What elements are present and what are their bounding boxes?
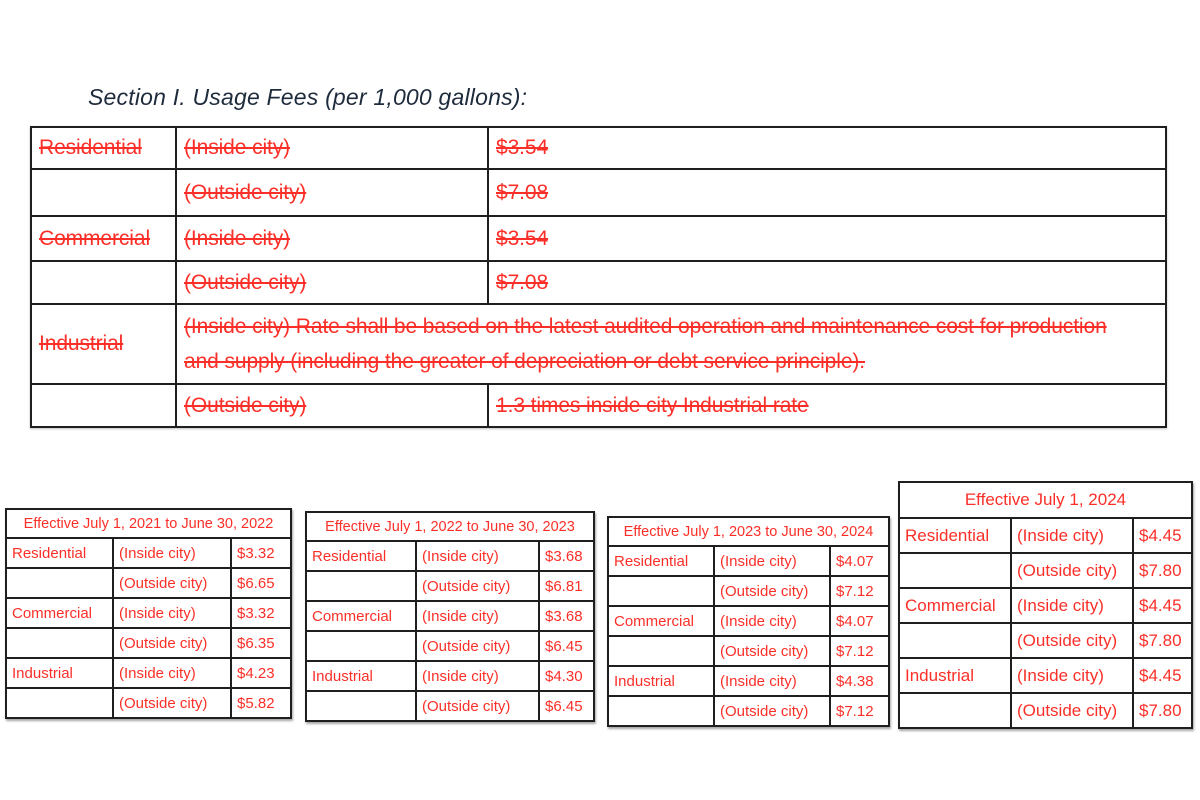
location-cell: (Outside city) (714, 636, 830, 666)
category-cell (306, 631, 416, 661)
price-cell: $4.45 (1133, 588, 1192, 623)
rate-row (306, 601, 594, 631)
rate-table-header: Effective July 1, 2024 (899, 482, 1192, 518)
usage-fee-row (31, 216, 1166, 261)
section-title: Section I. Usage Fees (per 1,000 gallons): (88, 84, 528, 110)
price-cell: $6.45 (539, 631, 594, 661)
category-cell: Commercial (6, 598, 113, 628)
location-cell: (Outside city) (714, 576, 830, 606)
price-cell: $7.12 (830, 696, 889, 726)
price-cell: $7.80 (1133, 693, 1192, 728)
description-cell: (Inside city) (176, 216, 488, 261)
price-cell: $4.38 (830, 666, 889, 696)
rate-table-4 (898, 481, 1193, 729)
category-cell (31, 384, 176, 427)
usage-fee-row (31, 384, 1166, 427)
rate-row (6, 598, 291, 628)
rate-row (608, 696, 889, 726)
category-cell (608, 636, 714, 666)
rate-table-1 (5, 508, 292, 719)
rate-row (6, 568, 291, 598)
rate-cell: $7.08 (488, 169, 1166, 216)
category-cell: Industrial (899, 658, 1011, 693)
price-cell: $3.68 (539, 541, 594, 571)
category-cell: Residential (6, 538, 113, 568)
price-cell: $4.30 (539, 661, 594, 691)
rate-row (6, 658, 291, 688)
category-cell: Industrial (6, 658, 113, 688)
location-cell: (Inside city) (113, 598, 231, 628)
category-cell (6, 568, 113, 598)
price-cell: $4.45 (1133, 658, 1192, 693)
rate-table-header: Effective July 1, 2021 to June 30, 2022 (6, 509, 291, 538)
price-cell: $5.82 (231, 688, 291, 718)
category-cell (899, 623, 1011, 658)
price-cell: $4.23 (231, 658, 291, 688)
rate-table-header: Effective July 1, 2023 to June 30, 2024 (608, 517, 889, 546)
rate-row (899, 588, 1192, 623)
category-cell (306, 691, 416, 721)
price-cell: $7.80 (1133, 553, 1192, 588)
category-cell (306, 571, 416, 601)
location-cell: (Inside city) (416, 661, 539, 691)
rate-row (899, 658, 1192, 693)
rate-table-header: Effective July 1, 2022 to June 30, 2023 (306, 512, 594, 541)
location-cell: (Outside city) (113, 628, 231, 658)
rate-row (6, 538, 291, 568)
rate-row (608, 606, 889, 636)
location-cell: (Outside city) (416, 571, 539, 601)
rate-row (608, 666, 889, 696)
rate-row (899, 553, 1192, 588)
location-cell: (Inside city) (113, 658, 231, 688)
rate-cell: 1.3 times inside city Industrial rate (488, 384, 1166, 427)
location-cell: (Outside city) (113, 688, 231, 718)
price-cell: $3.32 (231, 538, 291, 568)
rate-row (608, 546, 889, 576)
location-cell: (Inside city) (416, 601, 539, 631)
usage-fee-row (31, 169, 1166, 216)
rate-table-header-row (608, 517, 889, 546)
category-cell: Industrial (608, 666, 714, 696)
location-cell: (Outside city) (1011, 553, 1133, 588)
price-cell: $7.80 (1133, 623, 1192, 658)
price-cell: $4.45 (1133, 518, 1192, 553)
category-cell (6, 688, 113, 718)
category-cell: Industrial (306, 661, 416, 691)
rate-row (306, 661, 594, 691)
rate-row (306, 541, 594, 571)
rate-table-header-row (6, 509, 291, 538)
usage-fee-row (31, 127, 1166, 169)
description-cell: (Outside city) (176, 169, 488, 216)
location-cell: (Inside city) (1011, 518, 1133, 553)
description-cell: (Inside city) (176, 127, 488, 169)
category-cell (608, 696, 714, 726)
location-cell: (Inside city) (714, 606, 830, 636)
rate-row (608, 576, 889, 606)
category-cell (899, 693, 1011, 728)
location-cell: (Inside city) (113, 538, 231, 568)
category-cell: Residential (899, 518, 1011, 553)
category-cell: Commercial (31, 216, 176, 261)
rate-table-header-row (306, 512, 594, 541)
rate-row (306, 631, 594, 661)
location-cell: (Outside city) (113, 568, 231, 598)
category-cell (6, 628, 113, 658)
category-cell: Commercial (306, 601, 416, 631)
description-cell: (Inside city) Rate shall be based on the latest audited operation and maintenance cost for production and supply (including the greater of depreciation or debt service principle). (176, 304, 1166, 384)
price-cell: $7.12 (830, 576, 889, 606)
price-cell: $6.45 (539, 691, 594, 721)
price-cell: $4.07 (830, 546, 889, 576)
rate-row (608, 636, 889, 666)
price-cell: $3.32 (231, 598, 291, 628)
usage-fees-table (30, 126, 1167, 428)
category-cell (608, 576, 714, 606)
category-cell: Industrial (31, 304, 176, 384)
rate-table-header-row (899, 482, 1192, 518)
price-cell: $6.65 (231, 568, 291, 598)
location-cell: (Outside city) (416, 631, 539, 661)
location-cell: (Outside city) (1011, 623, 1133, 658)
usage-fee-row (31, 261, 1166, 304)
price-cell: $3.68 (539, 601, 594, 631)
location-cell: (Inside city) (416, 541, 539, 571)
category-cell: Commercial (608, 606, 714, 636)
location-cell: (Inside city) (1011, 588, 1133, 623)
category-cell: Residential (31, 127, 176, 169)
price-cell: $6.35 (231, 628, 291, 658)
rate-cell: $3.54 (488, 127, 1166, 169)
rate-cell: $3.54 (488, 216, 1166, 261)
category-cell: Residential (306, 541, 416, 571)
category-cell: Commercial (899, 588, 1011, 623)
category-cell (31, 261, 176, 304)
category-cell (31, 169, 176, 216)
price-cell: $7.12 (830, 636, 889, 666)
rate-row (6, 628, 291, 658)
rate-row (899, 623, 1192, 658)
location-cell: (Outside city) (1011, 693, 1133, 728)
usage-fee-row (31, 304, 1166, 384)
category-cell: Residential (608, 546, 714, 576)
rate-row (899, 693, 1192, 728)
location-cell: (Outside city) (416, 691, 539, 721)
price-cell: $6.81 (539, 571, 594, 601)
rate-row (6, 688, 291, 718)
rate-table-2 (305, 511, 595, 722)
rate-cell: $7.08 (488, 261, 1166, 304)
rate-row (306, 691, 594, 721)
rate-table-3 (607, 516, 890, 727)
rate-row (306, 571, 594, 601)
location-cell: (Inside city) (714, 666, 830, 696)
description-cell: (Outside city) (176, 261, 488, 304)
location-cell: (Inside city) (714, 546, 830, 576)
location-cell: (Outside city) (714, 696, 830, 726)
category-cell (899, 553, 1011, 588)
description-cell: (Outside city) (176, 384, 488, 427)
price-cell: $4.07 (830, 606, 889, 636)
location-cell: (Inside city) (1011, 658, 1133, 693)
rate-row (899, 518, 1192, 553)
